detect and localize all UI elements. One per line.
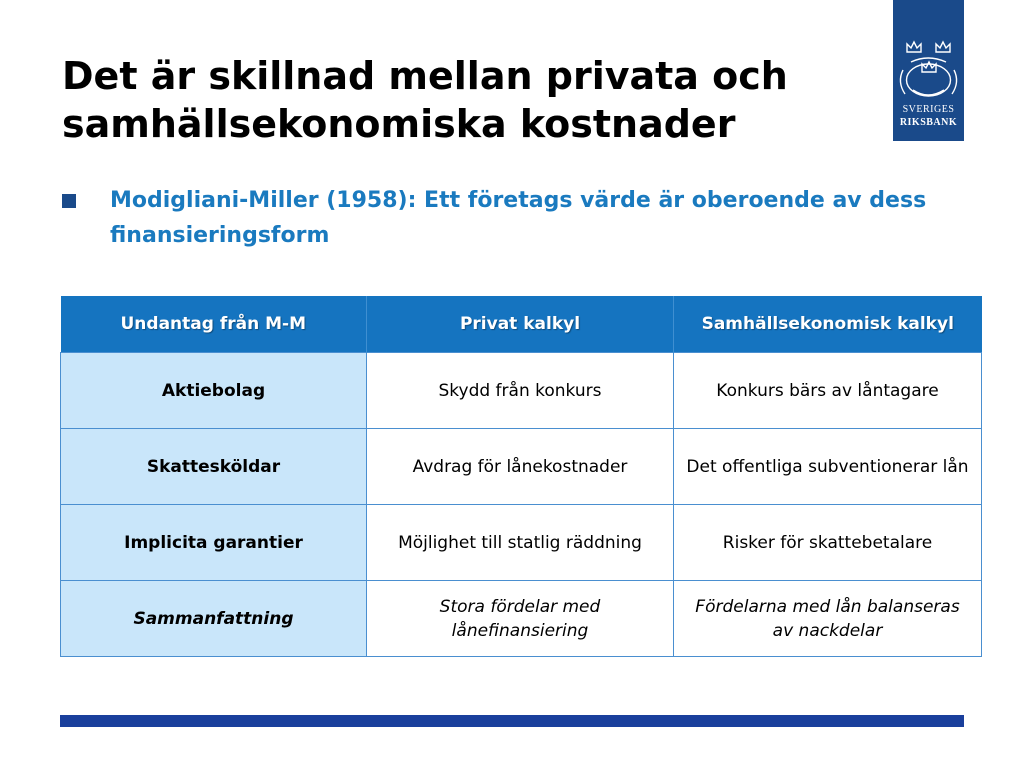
header-exception: Undantag från M-M bbox=[61, 296, 367, 353]
table-row bbox=[61, 429, 982, 505]
riksbank-crest-icon bbox=[893, 0, 964, 105]
cell-private: Möjlighet till statlig räddning bbox=[367, 505, 674, 581]
cell-private: Skydd från konkurs bbox=[367, 353, 674, 429]
slide-title-line-2: samhällsekonomiska kostnader bbox=[62, 102, 736, 146]
table-row bbox=[61, 353, 982, 429]
cell-social: Konkurs bärs av låntagare bbox=[674, 353, 982, 429]
table-header-row bbox=[61, 296, 982, 353]
bullet-square-icon bbox=[62, 194, 76, 208]
row-label: Sammanfattning bbox=[61, 581, 367, 657]
riksbank-logo bbox=[893, 0, 964, 141]
row-label: Aktiebolag bbox=[61, 353, 367, 429]
slide-title-line-1: Det är skillnad mellan privata och bbox=[62, 54, 788, 98]
header-social: Samhällsekonomisk kalkyl bbox=[674, 296, 982, 353]
footer-bar bbox=[60, 715, 964, 727]
cell-social: Risker för skattebetalare bbox=[674, 505, 982, 581]
mm-exceptions-table bbox=[60, 296, 982, 657]
cell-private: Avdrag för lånekostnader bbox=[367, 429, 674, 505]
bullet-text: Modigliani-Miller (1958): Ett företags värde är oberoende av dess finansieringsform bbox=[110, 188, 927, 248]
cell-social: Det offentliga subventionerar lån bbox=[674, 429, 982, 505]
logo-text-line-2: RIKSBANK bbox=[899, 117, 958, 128]
row-label: Implicita garantier bbox=[61, 505, 367, 581]
table-row bbox=[61, 505, 982, 581]
cell-social: Fördelarna med lån balanseras av nackdelar bbox=[674, 581, 982, 657]
header-private: Privat kalkyl bbox=[367, 296, 674, 353]
slide-title bbox=[62, 52, 862, 148]
row-label: Skattesköldar bbox=[61, 429, 367, 505]
cell-private: Stora fördelar med lånefinansiering bbox=[367, 581, 674, 657]
table-row-summary bbox=[61, 581, 982, 657]
logo-text-line-1: SVERIGES bbox=[902, 104, 955, 115]
